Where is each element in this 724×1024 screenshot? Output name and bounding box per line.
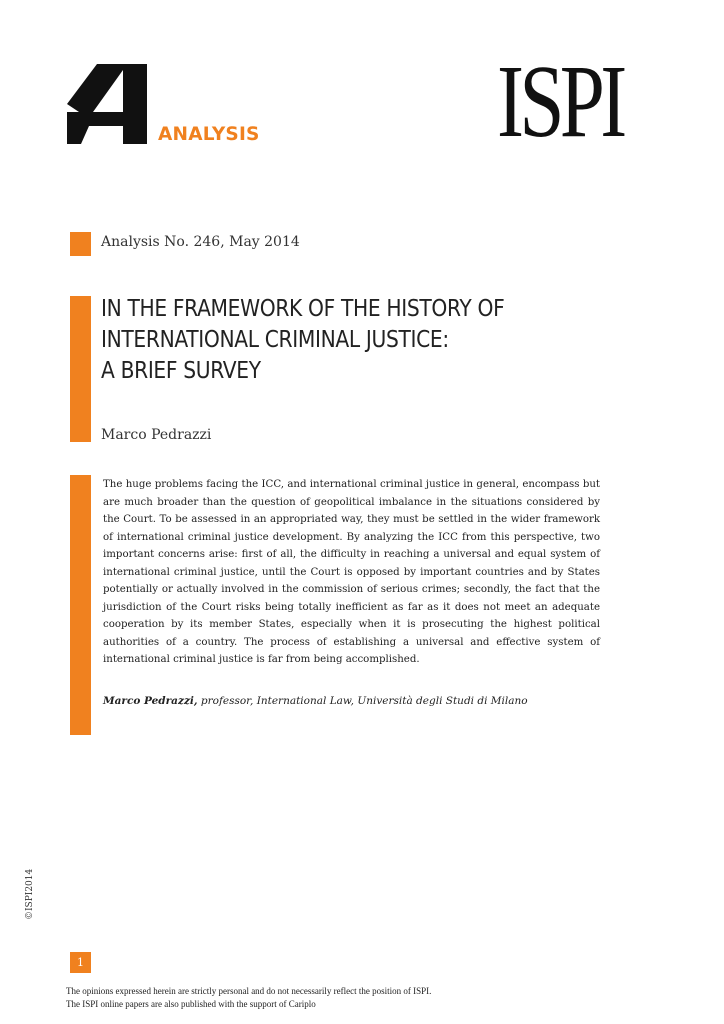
ispi-logo: ISPI [497,44,623,159]
copyright-notice: ©ISPI2014 [25,868,35,920]
accent-bar [70,296,91,442]
section-label: ANALYSIS [158,124,260,145]
author-note [103,695,528,707]
accent-bar [70,475,91,735]
title-line: INTERNATIONAL CRIMINAL JUSTICE: [101,327,449,353]
author-note-role: professor, International Law, Università degli Studi di Milano [197,695,528,707]
accent-bar [70,232,91,256]
author-note-name: Marco Pedrazzi, [103,695,198,707]
footer-disclaimer: The opinions expressed herein are strictly personal and do not necessarily reflect the position of ISPI. [66,986,432,996]
footer-support: The ISPI online papers are also published with the support of Cariplo [66,999,316,1009]
issue-number: Analysis No. 246, May 2014 [101,234,300,250]
abstract-text: The huge problems facing the ICC, and international criminal justice in general, encompass but are much broader than the question of geopolitical imbalance in the situations considered by the Court. To be assessed in an appropriated way, they must be settled in the wider framework of international criminal justice development. By analyzing the ICC from this perspective, two important concerns arise: first of all, the difficulty in reaching a universal and equal system of international criminal justice, until the Court is opposed by important countries and by States potentially or actually involved in the commission of serious crimes; secondly, the fact that the jurisdiction of the Court risks being totally inefficient as far as it does not meet an adequate cooperation by its member States, especially when it is prosecuting the highest political authorities of a country. The process of establishing a universal and effective system of international criminal justice is far from being accomplished. [103,479,600,665]
title-line: A BRIEF SURVEY [101,358,261,384]
analysis-logo-icon [67,64,147,144]
page-title [101,294,504,387]
author-name: Marco Pedrazzi [101,427,212,443]
title-line: IN THE FRAMEWORK OF THE HISTORY OF [101,296,505,322]
page-number: 1 [70,952,91,973]
